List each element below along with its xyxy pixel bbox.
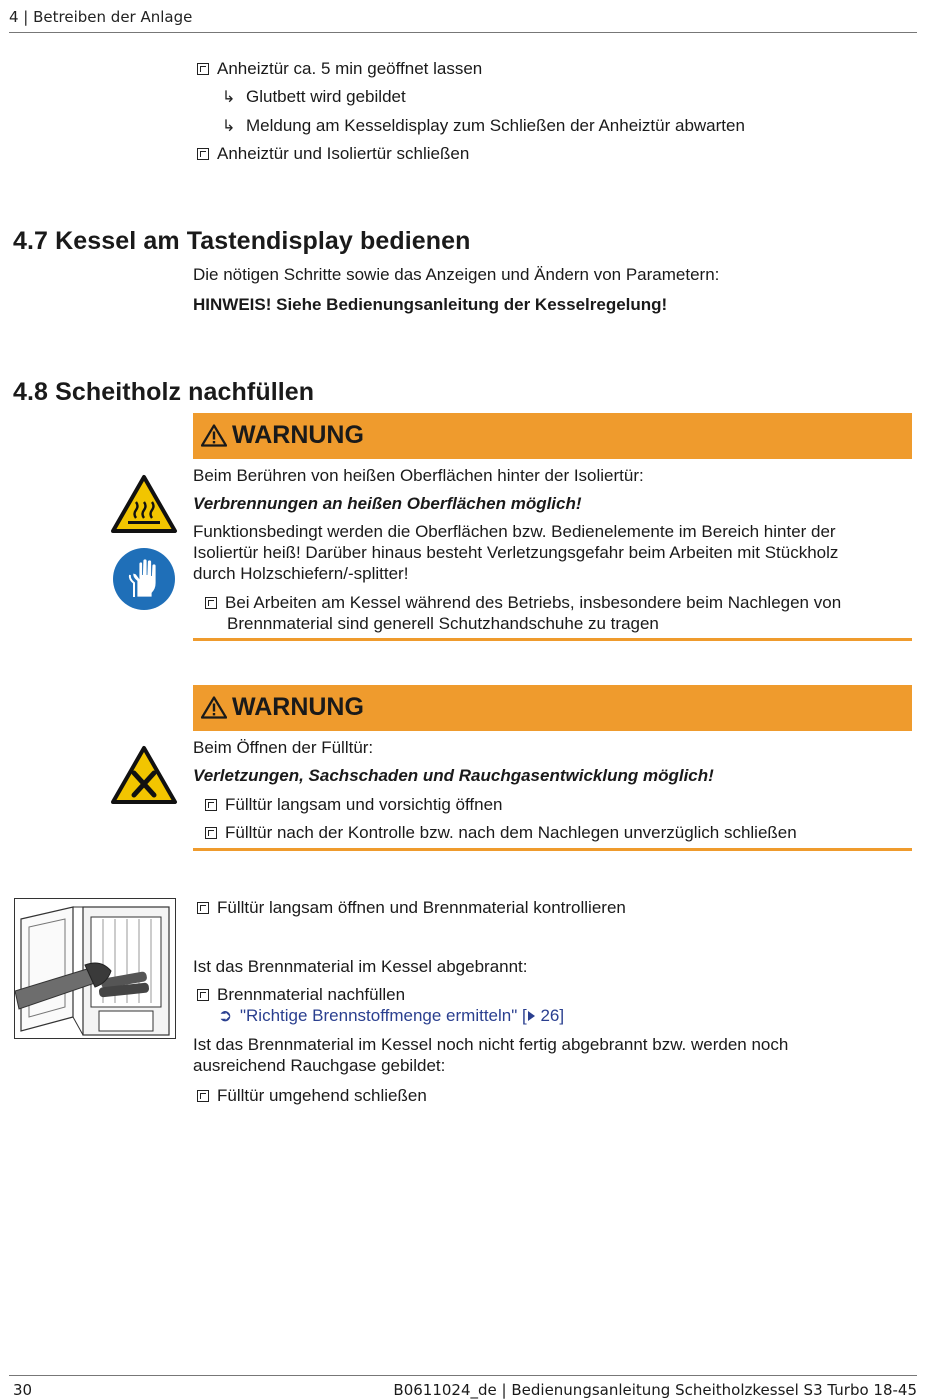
checkbox-icon [197, 902, 209, 914]
harmful-substance-icon [110, 745, 178, 805]
warning-cause: Beim Berühren von heißen Oberflächen hinter der Isoliertür: [193, 466, 644, 485]
instruction-step: Brennmaterial nachfüllen [197, 984, 405, 1006]
boiler-refill-drawing [15, 899, 175, 1038]
checkbox-icon [197, 148, 209, 160]
warning-label: WARNUNG [232, 421, 364, 449]
condition-text: Ist das Brennmaterial im Kessel noch nicht fertig abgebrannt bzw. werden noch [193, 1035, 789, 1054]
play-triangle-icon [527, 1010, 536, 1022]
warning-triangle-icon [201, 424, 227, 447]
instruction-step: Anheiztür und Isoliertür schließen [197, 143, 469, 165]
instruction-step: Fülltür umgehend schließen [197, 1085, 427, 1107]
page-number: 30 [13, 1381, 33, 1399]
section-title-4-8: 4.8 Scheitholz nachfüllen [13, 378, 315, 406]
hot-surface-icon [110, 474, 178, 534]
warning-end-rule [193, 638, 912, 641]
note-text: HINWEIS! Siehe Bedienungsanleitung der Kesselregelung! [193, 295, 668, 314]
result-item: ↳ Meldung am Kesseldisplay zum Schließen der Anheiztür abwarten [222, 115, 745, 138]
instruction-step: Anheiztür ca. 5 min geöffnet lassen [197, 58, 482, 80]
warning-banner [193, 685, 912, 731]
result-arrow-icon: ↳ [222, 89, 236, 106]
condition-text: Ist das Brennmaterial im Kessel abgebrannt: [193, 957, 528, 976]
wear-gloves-icon [112, 547, 176, 611]
condition-text: ausreichend Rauchgase gebildet: [193, 1056, 446, 1075]
result-arrow-icon: ↳ [222, 118, 236, 135]
cross-reference-icon: ➲ [218, 1006, 233, 1025]
warning-text: Funktionsbedingt werden die Oberflächen bzw. Bedienelemente im Bereich hinter der [193, 522, 836, 541]
warning-end-rule [193, 848, 912, 851]
footer-rule [9, 1375, 917, 1376]
checkbox-icon [197, 989, 209, 1001]
warning-action: Bei Arbeiten am Kessel während des Betriebs, insbesondere beim Nachlegen von [205, 592, 841, 614]
checkbox-icon [197, 1090, 209, 1102]
page-header: 4 | Betreiben der Anlage [9, 8, 193, 26]
cross-reference-link[interactable]: ➲ "Richtige Brennstoffmenge ermitteln" [ 26] [218, 1006, 565, 1025]
result-item: ↳ Glutbett wird gebildet [222, 86, 406, 109]
warning-consequence: Verbrennungen an heißen Oberflächen möglich! [193, 494, 582, 513]
document-id: B0611024_de | Bedienungsanleitung Scheitholzkessel S3 Turbo 18-45 [393, 1381, 917, 1399]
section-text: Die nötigen Schritte sowie das Anzeigen und Ändern von Parametern: [193, 265, 720, 284]
checkbox-icon [205, 827, 217, 839]
warning-banner [193, 413, 912, 459]
warning-label: WARNUNG [232, 693, 364, 721]
warning-action: Fülltür nach der Kontrolle bzw. nach dem Nachlegen unverzüglich schließen [205, 822, 797, 844]
warning-triangle-icon [201, 696, 227, 719]
warning-text: durch Holzschiefern/-splitter! [193, 564, 409, 583]
warning-cause: Beim Öffnen der Fülltür: [193, 738, 374, 757]
header-rule [9, 32, 917, 33]
checkbox-icon [197, 63, 209, 75]
checkbox-icon [205, 597, 217, 609]
warning-consequence: Verletzungen, Sachschaden und Rauchgasentwicklung möglich! [193, 766, 714, 785]
warning-action-continued: Brennmaterial sind generell Schutzhandschuhe zu tragen [227, 614, 659, 633]
instruction-step: Fülltür langsam öffnen und Brennmaterial kontrollieren [197, 897, 626, 919]
warning-text: Isoliertür heiß! Darüber hinaus besteht Verletzungsgefahr beim Arbeiten mit Stückholz [193, 543, 839, 562]
warning-action: Fülltür langsam und vorsichtig öffnen [205, 794, 503, 816]
section-title-4-7: 4.7 Kessel am Tastendisplay bedienen [13, 227, 471, 255]
checkbox-icon [205, 799, 217, 811]
boiler-loading-illustration [14, 898, 176, 1039]
